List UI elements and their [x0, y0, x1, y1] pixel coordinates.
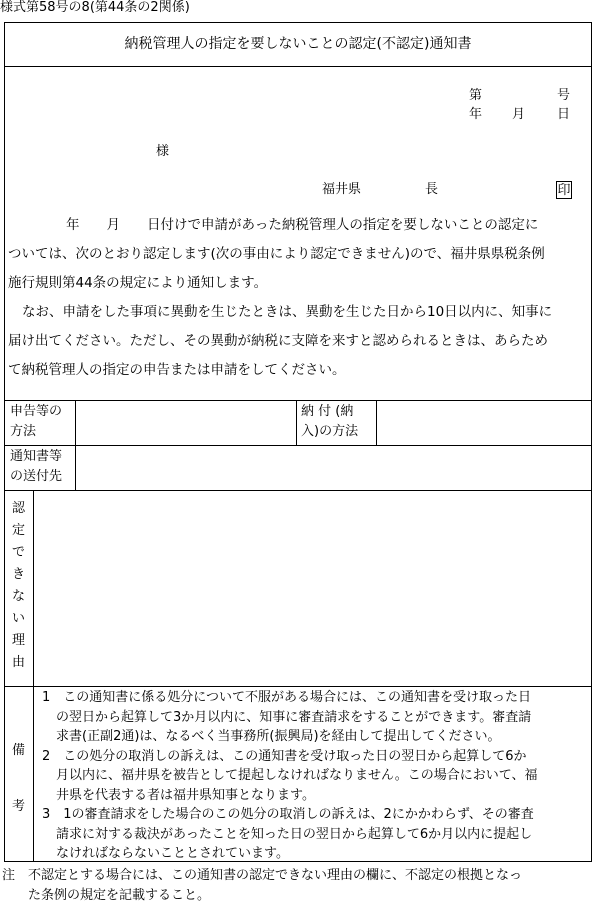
reason-label-char: な — [11, 589, 25, 604]
shinkoku-label-2: 方法 — [10, 424, 37, 439]
reason-label-char: 定 — [11, 523, 25, 538]
remarks-label-1: 備 — [11, 743, 25, 758]
remarks-line: 求書(正副2通)は、なるべく当事務所(振興局)を経由して提出してください。 — [56, 729, 501, 744]
addressee-sama: 様 — [156, 144, 170, 159]
remarks-line: 1 この通知書に係る処分について不服がある場合には、この通知書を受け取った日 — [42, 690, 532, 705]
body-line-5: 届け出てください。ただし、その異動が納税に支障を来すと認められるときは、あらため — [8, 333, 548, 349]
footnote-line-2: た条例の規定を記載すること。 — [28, 888, 211, 903]
soufu-label-1: 通知書等 — [10, 449, 63, 464]
remarks-line: 2 この処分の取消しの訴えは、この通知書を受け取った日の翌日から起算して6か — [42, 748, 527, 764]
body-line-6: て納税管理人の指定の申告または申請をしてください。 — [8, 362, 346, 378]
body-line-4: なお、申請をした事項に異動を生じたときは、異動を生じた日から10日以内に、知事に — [22, 304, 553, 320]
footnote-line-1: 注 不認定とする場合には、この通知書の認定できない理由の欄に、不認定の根拠となっ — [2, 868, 523, 883]
remarks-text — [42, 688, 590, 864]
seal-mark: 印 — [557, 183, 571, 198]
doc-number-go: 号 — [557, 88, 571, 103]
nofu-label-1: 納 付 (納 — [301, 404, 354, 419]
form-number-header: 様式第58号の8(第44条の2関係) — [0, 0, 190, 15]
remarks-line: 月以内に、福井県を被告として提起しなければなりません。この場合において、福 — [56, 768, 538, 783]
body-line-2: ついては、次のとおり認定します(次の事由により認定できません)ので、福井県県税条例 — [8, 246, 545, 262]
shinkoku-label-1: 申告等の — [10, 404, 63, 419]
title-divider — [4, 66, 592, 67]
vertical-label-column-line — [33, 490, 34, 862]
soufu-label-2: の送付先 — [10, 469, 63, 484]
doc-number-dai: 第 — [469, 88, 483, 103]
sender-prefecture: 福井県 — [322, 182, 362, 197]
body-line-1: 年 月 日付けで申請があった納税管理人の指定を要しないことの認定に — [66, 217, 539, 233]
reason-label-char: 由 — [11, 655, 25, 670]
reason-vertical-label — [4, 498, 33, 674]
body-text — [8, 211, 588, 385]
remarks-label-2: 考 — [11, 799, 25, 814]
nofu-right-line — [376, 400, 377, 445]
date-year: 年 — [469, 107, 483, 122]
shinkoku-method-field[interactable] — [77, 402, 294, 443]
reason-label-char: で — [11, 545, 25, 560]
method-divider — [4, 445, 592, 446]
reason-divider — [4, 686, 592, 687]
reason-label-char: 理 — [11, 633, 25, 648]
remarks-line: の翌日から起算して3か月以内に、知事に審査請求をすることができます。審査請 — [56, 709, 532, 725]
reason-label-char: き — [11, 567, 25, 582]
sender-cho: 長 — [425, 182, 439, 197]
remarks-line: 井県を代表する者は福井県知事となります。 — [56, 787, 315, 803]
date-month: 月 — [512, 107, 526, 122]
nofu-method-field[interactable] — [378, 402, 590, 443]
nofu-label-2: 入)の方法 — [301, 424, 359, 439]
remarks-line: 請求に対する裁決があったことを知った日の翌日から起算して6か月以内に提起し — [56, 826, 533, 842]
document-title: 納税管理人の指定を要しないことの認定(不認定)通知書 — [124, 36, 472, 52]
reason-label-char: 認 — [11, 501, 25, 516]
body-divider — [4, 400, 592, 401]
remarks-line: なければならないこととされています。 — [56, 846, 289, 861]
date-day: 日 — [557, 107, 571, 122]
body-line-3: 施行規則第44条の規定により通知します。 — [8, 275, 268, 291]
label-column-line — [75, 400, 76, 490]
remarks-line: 3 1の審査請求をした場合のこの処分の取消しの訴えは、2にかかわらず、その審査 — [42, 807, 534, 822]
reason-field[interactable] — [35, 492, 590, 684]
reason-label-char: い — [11, 611, 25, 626]
sendto-divider — [4, 490, 592, 491]
nofu-left-line — [296, 400, 297, 445]
sendto-field[interactable] — [77, 447, 590, 488]
